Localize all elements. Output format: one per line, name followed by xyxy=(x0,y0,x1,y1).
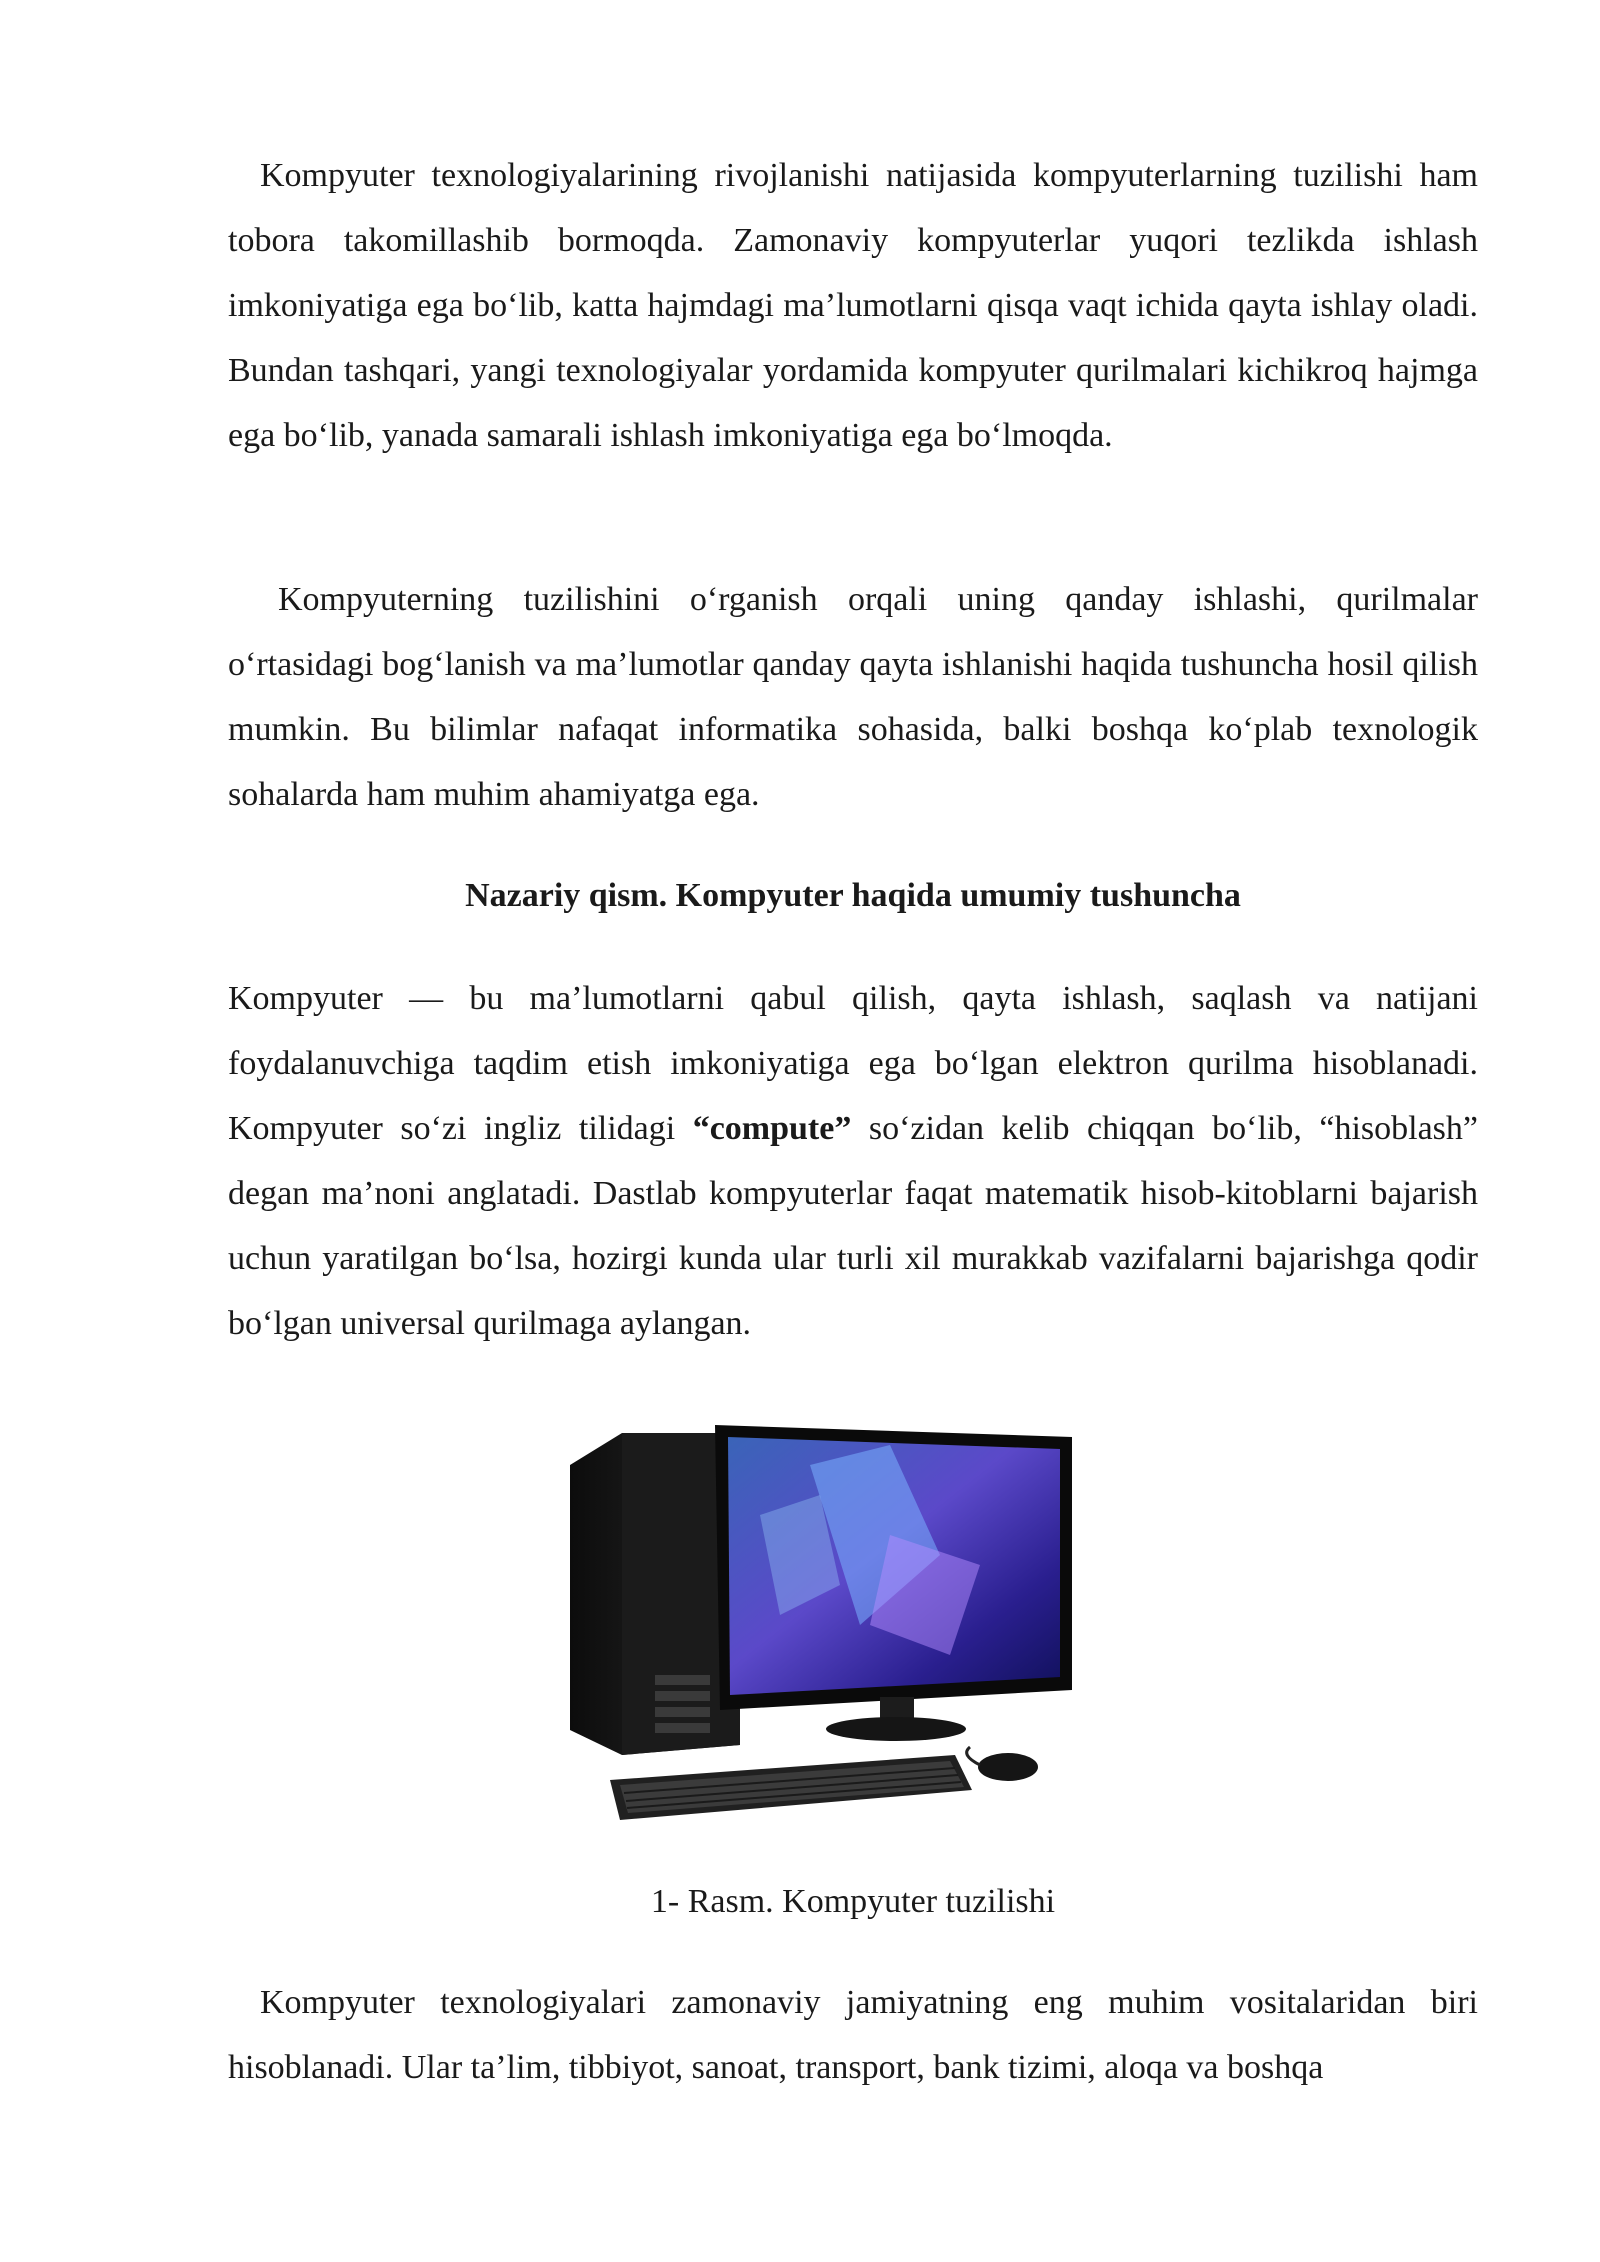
mouse xyxy=(978,1753,1038,1781)
figure-caption: 1- Rasm. Kompyuter tuzilishi xyxy=(650,1883,1056,1920)
paragraph-importance: Kompyuter texnologiyalari zamonaviy jamiyatning eng muhim vositalaridan biri hisoblanadi. Ular ta’lim, tibbiyot, sanoat, transport, bank tizimi, aloqa va boshqa xyxy=(228,1984,1478,2086)
quoted-term: “compute” xyxy=(692,1110,852,1147)
section-heading: Nazariy qism. Kompyuter haqida umumiy tushuncha xyxy=(465,877,1241,914)
paragraph-structure-study: Kompyuterning tuzilishini o‘rganish orqali uning qanday ishlashi, qurilmalar o‘rtasidagi bog‘lanish va ma’lumotlar qanday qayta ishlanishi haqida tushuncha hosil qilish mumkin. Bu bilimlar nafaqat informatika sohasida, balki boshqa ko‘plab texnologik sohalarda ham muhim ahamiyatga ega. xyxy=(228,581,1478,813)
desktop-computer-icon xyxy=(560,1425,1080,1845)
definition-text-end: so‘zidan kelib chiqqan bo‘lib, “hisoblash” degan ma’noni anglatadi. Dastlab kompyuterlar faqat matematik hisob-kitoblarni bajarish uchun yaratilgan bo‘lsa, hozirgi kunda ular turli xil murakkab vazifalarni bajarishga qodir bo‘lgan universal qurilmaga aylangan. xyxy=(228,1110,1478,1342)
paragraph-definition xyxy=(228,966,1478,1356)
definition-text-start: Kompyuter — bu ma’lumotlarni qabul qilish, qayta ishlash, saqlash va natijani foydalanuvchiga taqdim etish imkoniyatiga ega bo‘lgan elektron qurilma hisoblanadi. Kompyuter so‘zi ingliz tilidagi xyxy=(228,980,1478,1147)
computer-figure xyxy=(560,1425,1080,1845)
paragraph-intro: Kompyuter texnologiyalarining rivojlanishi natijasida kompyuterlarning tuzilishi ham tobora takomillashib bormoqda. Zamonaviy kompyuterlar yuqori tezlikda ishlash imkoniyatiga ega bo‘lib, katta hajmdagi ma’lumotlarni qisqa vaqt ichida qayta ishlay oladi. Bundan tashqari, yangi texnologiyalar yordamida kompyuter qurilmalari kichikroq hajmga ega bo‘lib, yanada samarali ishlash imkoniyatiga ega bo‘lmoqda. xyxy=(228,157,1478,454)
